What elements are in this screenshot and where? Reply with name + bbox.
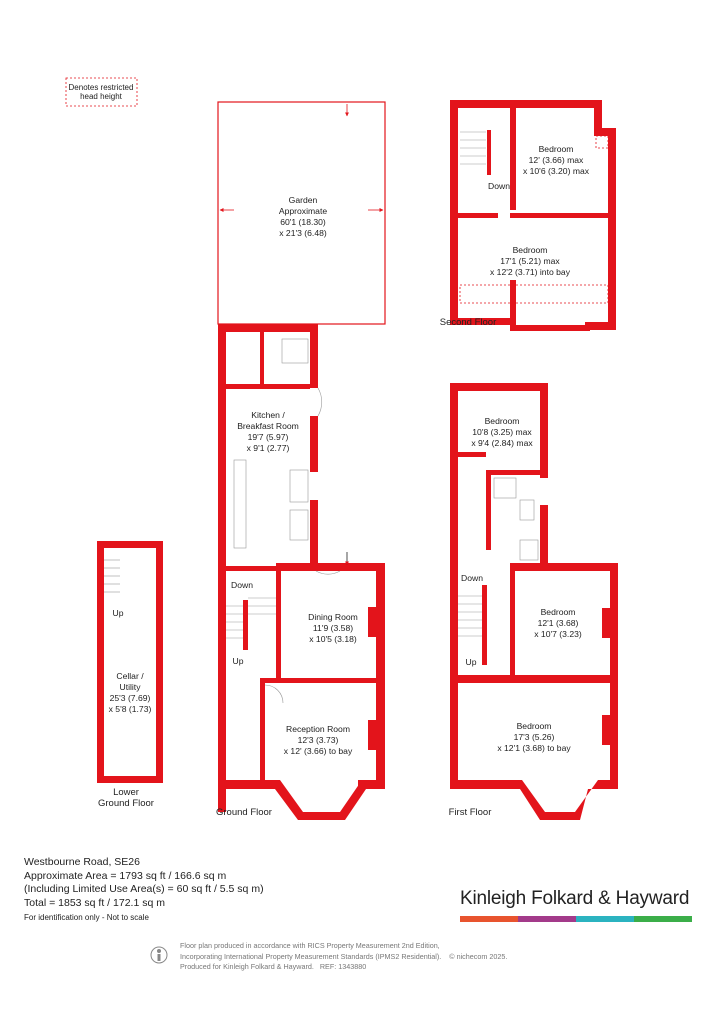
first-stairs-down: Down <box>461 573 483 583</box>
brand-bar-teal <box>576 916 634 922</box>
svg-text:x 5'8 (1.73): x 5'8 (1.73) <box>108 704 152 714</box>
first-bedroom-front-label: Bedroom <box>516 721 552 731</box>
garden-label: Garden <box>288 195 318 205</box>
svg-text:Utility: Utility <box>119 682 141 692</box>
brand-bar-orange <box>460 916 518 922</box>
first-bedroom-rear-label: Bedroom <box>484 416 520 426</box>
footer-line-2: Incorporating International Property Measurement Standards (IPMS2 Residential). © nichecom 2025. <box>180 951 508 961</box>
footer-text <box>180 941 507 973</box>
property-area: Approximate Area = 1793 sq ft / 166.6 sq m <box>24 869 227 882</box>
property-note: For identification only - Not to scale <box>24 913 149 922</box>
svg-text:head height: head height <box>80 92 122 101</box>
svg-text:Breakfast Room: Breakfast Room <box>237 421 299 431</box>
svg-text:11'9 (3.58): 11'9 (3.58) <box>312 623 354 633</box>
svg-text:x 21'3 (6.48): x 21'3 (6.48) <box>279 228 327 238</box>
brand-bar-purple <box>518 916 576 922</box>
dining-room-label: Dining Room <box>308 612 358 622</box>
lower-ground-title-2: Ground Floor <box>98 798 154 809</box>
svg-text:x 10'5 (3.18): x 10'5 (3.18) <box>309 634 357 644</box>
legend <box>66 78 137 106</box>
kitchen-label: Kitchen / <box>251 410 285 420</box>
second-floor-plan <box>450 100 616 331</box>
property-limited-area: (Including Limited Use Area(s) = 60 sq ft / 5.5 sq m) <box>24 883 264 895</box>
brand-name: Kinleigh Folkard & Hayward <box>460 888 690 909</box>
svg-text:x 12' (3.66) to bay: x 12' (3.66) to bay <box>283 746 353 756</box>
svg-text:Denotes restricted: Denotes restricted <box>68 83 134 92</box>
svg-text:25'3 (7.69): 25'3 (7.69) <box>109 693 151 703</box>
svg-text:10'8 (3.25) max: 10'8 (3.25) max <box>472 427 532 437</box>
svg-text:x 12'1 (3.68) to bay: x 12'1 (3.68) to bay <box>497 743 571 753</box>
lower-ground-title-1: Lower <box>113 787 139 798</box>
second-bedroom-front-label: Bedroom <box>512 245 548 255</box>
ground-stairs-down: Down <box>231 580 253 590</box>
svg-text:17'1 (5.21) max: 17'1 (5.21) max <box>500 256 560 266</box>
brand-color-bar <box>460 916 692 922</box>
reception-room-label: Reception Room <box>285 724 351 734</box>
ground-stairs-up: Up <box>232 656 244 666</box>
property-total: Total = 1853 sq ft / 172.1 sq m <box>24 896 165 909</box>
first-floor-title: First Floor <box>448 807 492 818</box>
first-bedroom-mid-label: Bedroom <box>540 607 576 617</box>
svg-text:Approximate: Approximate <box>278 206 328 216</box>
cellar-stairs-up: Up <box>112 608 124 618</box>
svg-text:x 12'2 (3.71) into bay: x 12'2 (3.71) into bay <box>490 267 570 277</box>
svg-text:17'3 (5.26): 17'3 (5.26) <box>513 732 555 742</box>
garden <box>218 102 385 324</box>
first-stairs-up: Up <box>465 657 477 667</box>
svg-text:x 10'6 (3.20) max: x 10'6 (3.20) max <box>522 166 590 176</box>
svg-text:x 9'1 (2.77): x 9'1 (2.77) <box>246 443 290 453</box>
cellar-label: Cellar / <box>116 671 144 681</box>
ground-floor-details <box>216 339 358 818</box>
svg-text:60'1 (18.30): 60'1 (18.30) <box>280 217 326 227</box>
second-bedroom-rear-label: Bedroom <box>538 144 574 154</box>
ground-floor-title: Ground Floor <box>216 807 272 818</box>
property-address: Westbourne Road, SE26 <box>24 856 140 868</box>
second-stairs-down: Down <box>488 181 510 191</box>
first-floor-plan <box>450 383 618 820</box>
svg-text:12'1 (3.68): 12'1 (3.68) <box>537 618 579 628</box>
second-floor-details <box>440 130 608 328</box>
svg-text:12' (3.66) max: 12' (3.66) max <box>528 155 584 165</box>
svg-text:x 10'7 (3.23): x 10'7 (3.23) <box>534 629 582 639</box>
footer-line-1: Floor plan produced in accordance with RICS Property Measurement 2nd Edition, <box>180 941 440 950</box>
svg-text:19'7 (5.97): 19'7 (5.97) <box>247 432 289 442</box>
second-floor-title: Second Floor <box>439 317 497 328</box>
person-icon <box>150 942 168 972</box>
brand-bar-green <box>634 916 692 922</box>
footer-line-3: Produced for Kinleigh Folkard & Hayward. REF: 1343880 <box>180 962 367 971</box>
svg-text:12'3 (3.73): 12'3 (3.73) <box>297 735 339 745</box>
svg-text:x 9'4 (2.84) max: x 9'4 (2.84) max <box>471 438 533 448</box>
property-info <box>24 856 264 925</box>
first-floor-details <box>449 416 582 818</box>
lower-ground-floor-plan <box>97 541 163 809</box>
